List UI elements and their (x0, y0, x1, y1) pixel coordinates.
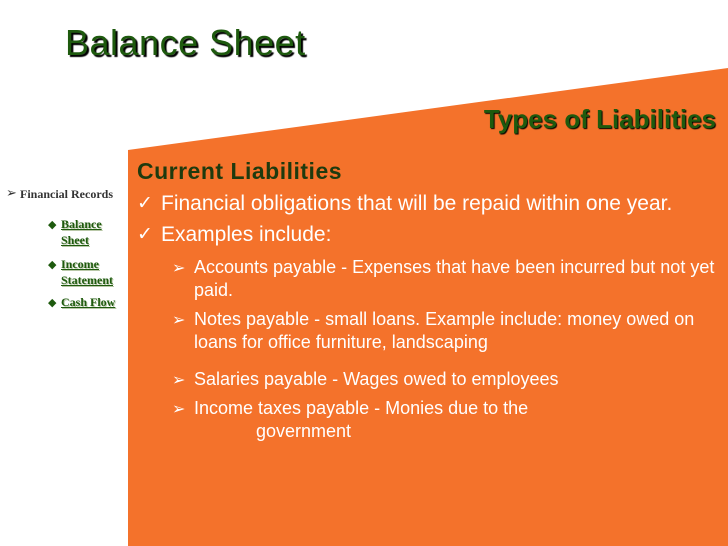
arrow-bullet-icon: ➢ (172, 258, 186, 277)
nav-link-income-statement[interactable]: Income Statement (61, 257, 113, 287)
checkmark-icon: ✓ (137, 192, 153, 214)
diamond-bullet-icon: ◆ (48, 296, 57, 309)
sub-bullet-item (137, 308, 717, 354)
nav-link-cash-flow[interactable]: Cash Flow (61, 295, 116, 309)
diamond-bullet-icon: ◆ (48, 258, 57, 271)
sub-bullet-text: Salaries payable - Wages owed to employees (194, 369, 559, 389)
sub-bullet-item (137, 397, 717, 443)
diamond-bullet-icon: ◆ (48, 218, 57, 231)
sub-bullet-continuation: government (256, 421, 352, 441)
checkmark-icon: ✓ (137, 223, 153, 245)
bullet-text: Financial obligations that will be repaid within one year. (161, 192, 673, 215)
content-heading: Current Liabilities (137, 158, 343, 184)
arrow-bullet-icon: ➢ (172, 370, 186, 389)
bullet-text: Examples include: (161, 223, 332, 246)
sub-bullet-text: Notes payable - small loans. Example include: money owed on loans for office furniture, landscaping (194, 309, 695, 352)
arrow-bullet-icon: ➢ (172, 399, 186, 418)
arrow-bullet-icon: ➢ (172, 310, 186, 329)
sub-bullet-text: Income taxes payable - Monies due to the (194, 398, 529, 418)
bullet-item (137, 190, 717, 217)
nav-item-balance-sheet[interactable] (6, 216, 131, 248)
sub-bullet-item (137, 256, 717, 302)
side-navigation (6, 186, 131, 310)
nav-item-cash-flow[interactable] (6, 294, 131, 310)
arrow-bullet-icon: ➢ (6, 186, 17, 201)
slide-title: Balance Sheet (65, 22, 306, 63)
bullet-item (137, 221, 717, 248)
sub-bullet-item (137, 368, 717, 391)
nav-link-balance-sheet[interactable]: Balance Sheet (61, 217, 102, 247)
nav-item-income-statement[interactable] (6, 256, 131, 288)
slide-content (137, 158, 717, 449)
nav-item-financial-records[interactable] (6, 186, 131, 202)
nav-label-financial-records: Financial Records (20, 187, 113, 201)
sub-bullet-text: Accounts payable - Expenses that have been incurred but not yet paid. (194, 257, 715, 300)
slide-subtitle: Types of Liabilities (483, 104, 716, 134)
